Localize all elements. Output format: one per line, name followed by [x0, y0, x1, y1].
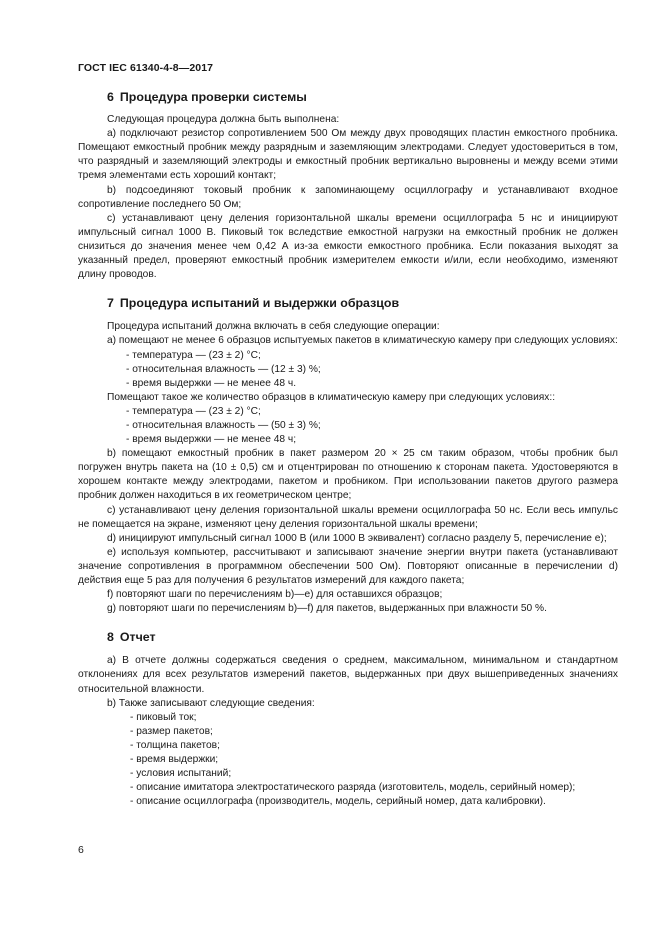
section-7-number: 7	[107, 296, 114, 311]
section-6-item-a: а) подключают резистор сопротивлением 500 Ом между двух проводящих пластин емкостного пробника. Помещают емкостный пробник между разрядным и заземляющим электродами. Следует удостовериться в том, что разрядный и заземляющий электроды и емкостный пробник вертикально выровнены и между всеми этими тремя элементами есть хороший контакт;	[78, 128, 618, 182]
list-item: - температура — (23 ± 2) °С;	[126, 349, 261, 361]
list-item: - условия испытаний;	[130, 768, 232, 780]
list-item: - относительная влажность — (50 ± 3) %;	[126, 419, 321, 431]
page-content	[78, 90, 618, 809]
section-7-item-b: b) помещают емкостный пробник в пакет размером 20 × 25 см таким образом, чтобы пробник был погружен внутрь пакета на (10 ± 0,5) см и отцентрирован по отношению к сторонам пакета. Удостоверяются в хорошем контакте между электродами, пакетом и пробником. При использовании пакетов другого размера пробник должен находиться в их геометрическом центре;	[78, 448, 618, 502]
section-7-item-e: е) используя компьютер, рассчитывают и записывают значение энергии внутри пакета (устанавливают значение сопротивления в программном обеспечении 500 Ом). Повторяют описанные в перечислении d) действия еще 5 раз для получения 6 результатов измерений для каждого пакета;	[78, 546, 618, 586]
section-6-intro: Следующая процедура должна быть выполнена:	[107, 114, 340, 126]
conditions-list-1	[78, 349, 618, 391]
list-item: - время выдержки;	[130, 754, 219, 766]
list-item: - температура — (23 ± 2) °С;	[126, 405, 261, 417]
section-8-item-a: а) В отчете должны содержаться сведения о среднем, максимальном, минимальном и стандартном отклонениях для всех результатов измерений пакетов, выдержанных при двух вышеприведенных значениях относительной влажности.	[78, 655, 618, 695]
page-number: 6	[78, 844, 84, 856]
section-7-item-f: f) повторяют шаги по перечислениям b)—е) для оставшихся образцов;	[107, 589, 443, 601]
section-7-item-c: c) устанавливают цену деления горизонтальной шкалы времени осциллографа 50 нс. Если весь импульс не помещается на экране, изменяют цену деления горизонтальной шкалы времени;	[78, 504, 618, 530]
section-8-number: 8	[107, 630, 114, 645]
list-item: - относительная влажность — (12 ± 3) %;	[126, 363, 321, 375]
list-item: - размер пакетов;	[130, 725, 213, 737]
section-8-title: Отчет	[119, 630, 156, 645]
section-7-intro: Процедура испытаний должна включать в себя следующие операции:	[107, 321, 440, 333]
conditions-list-2	[78, 405, 618, 447]
section-7-item-d: d) инициируют импульсный сигнал 1000 В (или 1000 В эквивалент) согласно разделу 5, перечисление е);	[107, 532, 607, 544]
section-6-title: Процедура проверки системы	[119, 90, 307, 104]
section-8-item-b: b) Также записывают следующие сведения:	[107, 697, 315, 709]
list-item: - толщина пакетов;	[130, 739, 220, 751]
standard-header: ГОСТ IEC 61340-4-8—2017	[78, 62, 214, 74]
section-6-item-c: c) устанавливают цену деления горизонтальной шкалы времени осциллографа 5 нс и инициируют импульсный сигнал 1000 В. Пиковый ток вследствие емкостной нагрузки на емкостный пробник не должен снизиться до значения менее чем 0,42 А из-за емкости емкостного пробника. Если показания выходят за указанный предел, проверяют емкостный пробник измерителем емкости и/или, если необходимо, изменяют длину проводов.	[78, 212, 618, 281]
section-7-title: Процедура испытаний и выдержки образцов	[119, 296, 400, 311]
list-item: - пиковый ток;	[130, 711, 197, 723]
section-6-number: 6	[107, 90, 114, 104]
list-item: - время выдержки — не менее 48 ч.	[126, 377, 297, 389]
section-6-item-b: b) подсоединяют токовый пробник к запоминающему осциллографу и устанавливают входное сопротивление последнего 50 Ом;	[78, 184, 618, 210]
section-6-heading	[78, 90, 618, 104]
list-item: - время выдержки — не менее 48 ч;	[126, 434, 297, 446]
section-7-item-a: а) помещают не менее 6 образцов испытуемых пакетов в климатическую камеру при следующих условиях:	[107, 335, 618, 347]
section-7-also: Помещают такое же количество образцов в климатическую камеру при следующих условиях::	[107, 391, 556, 403]
list-item: - описание осциллографа (производитель, модель, серийный номер, дата калибровки).	[130, 796, 546, 808]
section-8-heading	[78, 630, 618, 644]
section-7-item-g: g) повторяют шаги по перечислениям b)—f) для пакетов, выдержанных при влажности 50 %.	[107, 603, 547, 615]
section-7-heading	[78, 296, 618, 310]
list-item: - описание имитатора электростатического разряда (изготовитель, модель, серийный номер);	[130, 782, 576, 794]
report-items-list	[78, 711, 618, 810]
